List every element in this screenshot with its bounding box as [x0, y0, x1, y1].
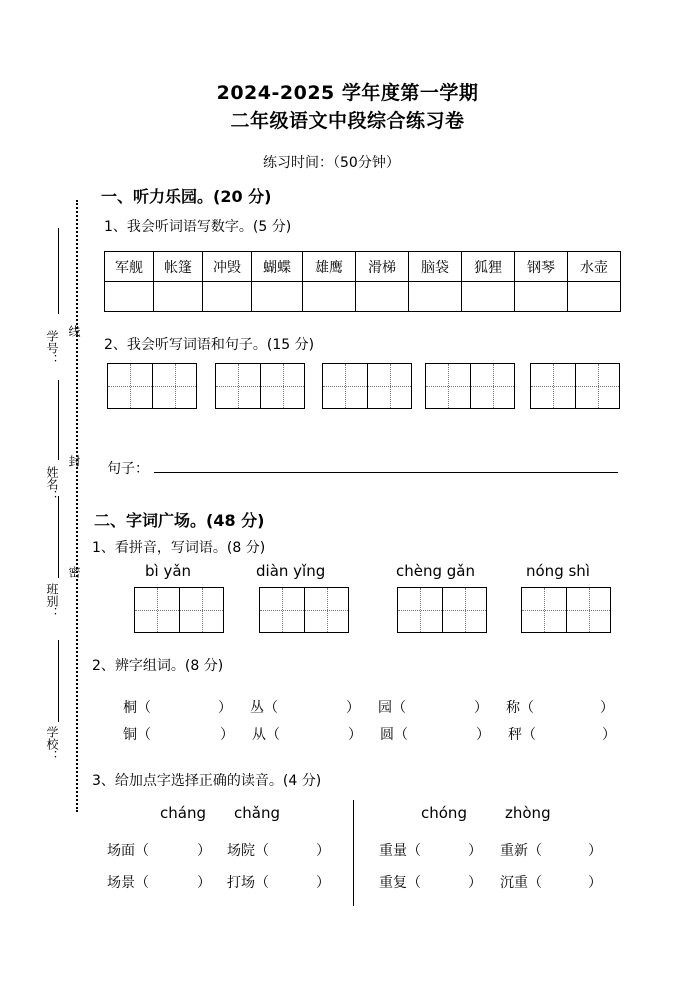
- answer-cell[interactable]: [252, 282, 303, 312]
- dictation-box-4[interactable]: [425, 363, 515, 409]
- vocab-word: 水壶: [568, 252, 621, 282]
- name-label: 姓名：: [45, 466, 59, 502]
- char-close: ）: [220, 727, 234, 743]
- char-item: 铜（: [123, 727, 151, 743]
- reading-item: 场院（: [227, 843, 269, 859]
- reading-close: ）: [197, 843, 211, 859]
- answer-cell[interactable]: [154, 282, 203, 312]
- answer-cell[interactable]: [203, 282, 252, 312]
- char-close: ）: [600, 700, 614, 716]
- pinyin-1: bì yǎn: [145, 562, 192, 580]
- char-item: 园（: [378, 700, 406, 716]
- char-item: 圆（: [380, 727, 408, 743]
- class-label: 班别：: [45, 583, 59, 619]
- dictation-box-5[interactable]: [530, 363, 620, 409]
- section1-heading: 一、听力乐园。(20 分): [101, 187, 272, 206]
- dictation-box-3[interactable]: [322, 363, 412, 409]
- reading-item: 重复（: [379, 875, 421, 891]
- reading-close: ）: [316, 843, 330, 859]
- binding-dotted-line: [76, 200, 78, 812]
- section2-heading: 二、字词广场。(48 分): [94, 511, 265, 530]
- q3-pinyin-chang2: cháng: [160, 804, 206, 822]
- q3-pinyin-chang3: chǎng: [234, 804, 280, 822]
- school-label: 学校：: [45, 726, 59, 762]
- vocab-word: 冲毁: [203, 252, 252, 282]
- pinyin-4: nóng shì: [526, 562, 590, 580]
- s2-q2-prompt: 2、辨字组词。(8 分): [92, 658, 224, 674]
- char-close: ）: [348, 727, 362, 743]
- reading-close: ）: [588, 843, 602, 859]
- s1-q1-prompt: 1、我会听词语写数字。(5 分): [104, 219, 292, 235]
- char-close: ）: [474, 700, 488, 716]
- pinyin-answer-box-2[interactable]: [259, 587, 349, 633]
- s1-q2-prompt: 2、我会听写词语和句子。(15 分): [104, 337, 315, 353]
- reading-close: ）: [468, 875, 482, 891]
- reading-item: 打场（: [227, 875, 269, 891]
- char-item: 秤（: [508, 727, 536, 743]
- char-item: 丛（: [250, 700, 278, 716]
- char-close: ）: [476, 727, 490, 743]
- s2-q1-prompt: 1、看拼音，写词语。(8 分): [92, 540, 266, 556]
- char-item: 从（: [252, 727, 280, 743]
- char-close: ）: [346, 700, 360, 716]
- q3-pinyin-zhong: zhòng: [505, 804, 551, 822]
- s2-q3-prompt: 3、给加点字选择正确的读音。(4 分): [92, 773, 322, 789]
- seal-char-xian: 线: [67, 325, 81, 337]
- vocab-word: 脑袋: [409, 252, 462, 282]
- answer-cell[interactable]: [409, 282, 462, 312]
- vocab-word: 帐篷: [154, 252, 203, 282]
- vocab-word: 滑梯: [356, 252, 409, 282]
- vocab-word: 军舰: [105, 252, 154, 282]
- reading-close: ）: [316, 875, 330, 891]
- title-line-1: 2024-2025 学年度第一学期: [216, 82, 479, 104]
- answer-cell[interactable]: [303, 282, 356, 312]
- vocab-word-row: [105, 252, 621, 282]
- reading-close: ）: [468, 843, 482, 859]
- student-id-label: 学号：: [45, 330, 59, 366]
- vocab-word: 钢琴: [515, 252, 568, 282]
- student-id-line: [58, 228, 59, 314]
- pinyin-answer-box-3[interactable]: [397, 587, 487, 633]
- seal-char-feng: 封: [67, 455, 81, 467]
- q3-divider: [353, 800, 354, 906]
- char-close: ）: [218, 700, 232, 716]
- title-line-2: 二年级语文中段综合练习卷: [230, 110, 465, 132]
- char-item: 称（: [506, 700, 534, 716]
- reading-close: ）: [588, 875, 602, 891]
- time-limit: 练习时间：（50分钟）: [263, 155, 400, 171]
- school-line: [58, 640, 59, 722]
- reading-item: 沉重（: [500, 875, 542, 891]
- answer-cell[interactable]: [515, 282, 568, 312]
- reading-item: 场面（: [107, 843, 149, 859]
- char-item: 桐（: [123, 700, 151, 716]
- reading-item: 场景（: [107, 875, 149, 891]
- dictation-box-2[interactable]: [215, 363, 305, 409]
- char-close: ）: [602, 727, 616, 743]
- pinyin-3: chèng gǎn: [396, 562, 475, 580]
- reading-item: 重量（: [379, 843, 421, 859]
- sentence-label: 句子：: [107, 461, 149, 477]
- class-line: [58, 496, 59, 578]
- pinyin-answer-box-1[interactable]: [134, 587, 224, 633]
- vocab-word: 雄鹰: [303, 252, 356, 282]
- answer-cell[interactable]: [105, 282, 154, 312]
- dictation-box-1[interactable]: [107, 363, 197, 409]
- vocab-answer-row: [105, 282, 621, 312]
- name-line: [58, 380, 59, 460]
- vocab-table: [104, 251, 621, 312]
- answer-cell[interactable]: [568, 282, 621, 312]
- seal-char-mi: 密: [67, 566, 81, 578]
- pinyin-answer-box-4[interactable]: [521, 587, 611, 633]
- answer-cell[interactable]: [462, 282, 515, 312]
- sentence-answer-line[interactable]: [154, 472, 618, 473]
- reading-close: ）: [197, 875, 211, 891]
- vocab-word: 蝴蝶: [252, 252, 303, 282]
- vocab-word: 狐狸: [462, 252, 515, 282]
- answer-cell[interactable]: [356, 282, 409, 312]
- reading-item: 重新（: [500, 843, 542, 859]
- pinyin-2: diàn yǐng: [256, 562, 326, 580]
- q3-pinyin-chong: chóng: [421, 804, 467, 822]
